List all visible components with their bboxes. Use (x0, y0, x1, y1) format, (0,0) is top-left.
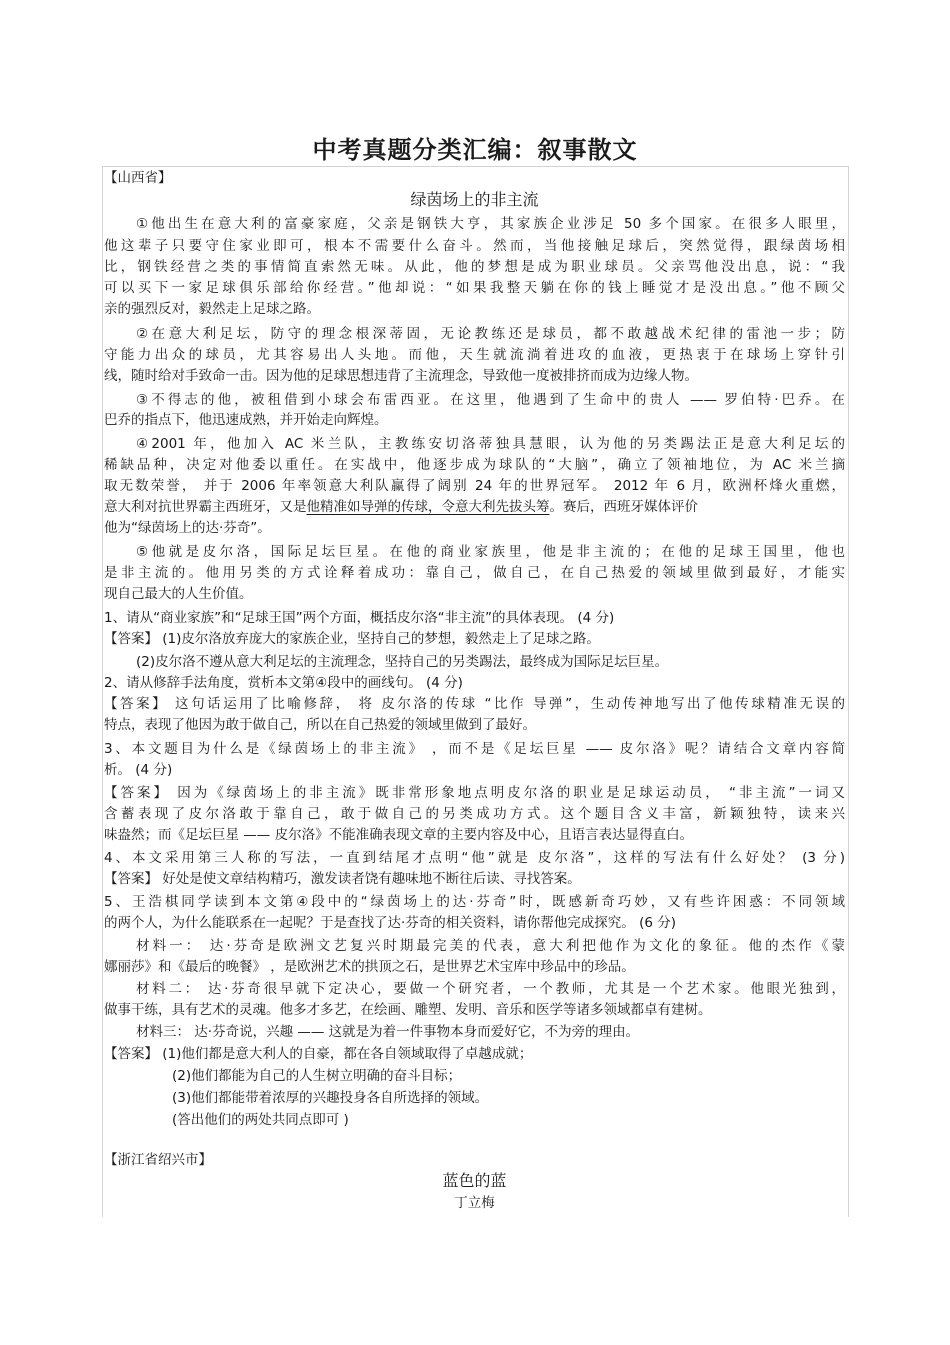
question-line: 的两个人，为什么能联系在一起呢？于是查找了达·芬奇的相关资料，请你帮他完成探究。 (6 分) (104, 915, 676, 931)
paragraph-line: ⑤他就是皮尔洛，国际足坛巨星。在他的商业家族里，他是非主流的；在他的足球王国里，他也 (136, 544, 845, 560)
paragraph-line: ①他出生在意大利的富豪家庭，父亲是钢铁大亨，其家族企业涉足 50 多个国家。在很多人眼里， (136, 216, 845, 232)
question-line: 析。 (4 分) (104, 762, 173, 778)
underlined-sentence: 他精准如导弹的传球，令意大利先拔头筹 (306, 499, 550, 515)
question-line: 5、王浩棋同学读到本文第④段中的“绿茵场上的达·芬奇”时，既感新奇巧妙，又有些许困惑：不同领域 (104, 894, 845, 910)
paragraph-line: 亲的强烈反对，毅然走上足球之路。 (104, 301, 320, 317)
paragraph-line: ②在意大利足坛，防守的理念根深蒂固，无论教练还是球员，都不敢越战术纪律的雷池一步；防 (136, 326, 845, 342)
answer-line: 特点，表现了他因为敢于做自己，所以在自己热爱的领域里做到了最好。 (104, 717, 536, 733)
answer-line: 【答案】 (1)他们都是意大利人的自豪，都在各自领域取得了卓越成就； (104, 1046, 533, 1062)
question-line: 1、请从“商业家族”和“足球王国”两个方面，概括皮尔洛“非主流”的具体表现。 (4 分) (104, 610, 615, 626)
answer-line: 【答案】 这句话运用了比喻修辞， 将 皮尔洛的传球 “比作 导弹”，生动传神地写出了他传球精准无误的 (104, 696, 845, 712)
answer-line: 【答案】 因为《绿茵场上的非主流》既非常形象地点明皮尔洛的职业是足球运动员， “非主流”一词又 (104, 785, 845, 801)
essay-title: 绿茵场上的非主流 (410, 190, 539, 209)
paragraph-line: 可以买下一家足球俱乐部给你经营。”他却说：“如果我整天躺在你的钱上睡觉才是没出息。”他不顾父 (104, 280, 845, 296)
material-line: 做事干练，具有艺术的灵魂。他多才多艺，在绘画、雕塑、发明、音乐和医学等诸多领域都卓有建树。 (104, 1002, 712, 1018)
paragraph-line: 守能力出众的球员，尤其容易出人头地。而他，天生就流淌着进攻的血液，更热衷于在球场上穿针引 (104, 347, 845, 363)
essay-author: 丁立梅 (454, 1195, 495, 1211)
essay-title: 蓝色的蓝 (442, 1171, 507, 1190)
answer-line: (2)皮尔洛不遵从意大利足坛的主流理念，坚持自己的另类踢法，最终成为国际足坛巨星。 (136, 654, 669, 670)
answer-line: 味盎然；而《足坛巨星 —— 皮尔洛》不能准确表现文章的主要内容及中心，且语言表达显得直白。 (104, 827, 694, 843)
answer-line: 【答案】 好处是使文章结构精巧，激发读者饶有趣味地不断往后读、寻找答案。 (104, 871, 581, 887)
paragraph-line: ④2001 年，他加入 AC 米兰队，主教练安切洛蒂独具慧眼，认为他的另类踢法正是意大利足坛的 (136, 436, 845, 452)
material-line: 娜丽莎》和《最后的晚餐》 ，是欧洲艺术的拱顶之石，是世界艺术宝库中珍品中的珍品。 (104, 959, 635, 975)
question-line: 4、本文采用第三人称的写法，一直到结尾才点明“他”就是 皮尔洛”，这样的写法有什么好处？ (3 分) (104, 850, 845, 866)
question-line: 2、请从修辞手法角度，赏析本文第④段中的画线句。 (4 分) (104, 675, 463, 691)
answer-line: 【答案】 (1)皮尔洛放弃庞大的家族企业，坚持自己的梦想，毅然走上了足球之路。 (104, 631, 600, 647)
paragraph-line: 线，随时给对手致命一击。因为他的足球思想违背了主流理念，导致他一度被排挤而成为边缘人物。 (104, 368, 698, 384)
region-label: 【浙江省绍兴市】 (104, 1152, 212, 1168)
answer-line: (3)他们都能带着浓厚的兴趣投身各自所选择的领域。 (172, 1090, 489, 1106)
page-title: 中考真题分类汇编：叙事散文 (312, 136, 638, 164)
answer-line: 含蓄表现了皮尔洛敢于靠自己，敢于做自己的另类成功方式。这个题目含义丰富，新颖独特，读来兴 (104, 806, 845, 822)
paragraph-line: 他这辈子只要守住家业即可，根本不需要什么奋斗。然而，当他接触足球后，突然觉得，跟绿茵场相 (104, 238, 845, 254)
paragraph-line: 是非主流的。他用另类的方式诠释着成功：靠自己，做自己，在自己热爱的领域里做到最好，才能实 (104, 565, 845, 581)
paragraph-line: 比，钢铁经营之类的事情简直索然无味。从此，他的梦想是成为职业球员。父亲骂他没出息，说：“我 (104, 259, 845, 275)
material-line: 材料二： 达·芬奇很早就下定决心，要做一个研究者，一个教师，尤其是一个艺术家。他眼光独到， (136, 981, 845, 997)
paragraph-line: ③不得志的他，被租借到小球会布雷西亚。在这里，他遇到了生命中的贵人 —— 罗伯特·巴乔。在 (136, 392, 845, 408)
paragraph-line: 巴乔的指点下，他迅速成熟，并开始走向辉煌。 (104, 412, 388, 428)
sentence-part: 。赛后，西班牙媒体评价 (549, 499, 698, 515)
material-line: 材料一： 达·芬奇是欧洲文艺复兴时期最完美的代表，意大利把他作为文化的象征。他的杰作《蒙 (136, 938, 845, 954)
question-line: 3、本文题目为什么是《绿茵场上的非主流》 ，而不是《足坛巨星 —— 皮尔洛》呢？请结合文章内容简 (104, 741, 845, 757)
paragraph-line: 他为“绿茵场上的达·芬奇”。 (104, 520, 271, 536)
material-line: 材料三： 达·芬奇说，兴趣 —— 这就是为着一件事物本身而爱好它，不为旁的理由。 (136, 1024, 640, 1040)
paragraph-line: 现自己最大的人生价值。 (104, 586, 253, 602)
answer-line: (答出他们的两处共同点即可 ) (172, 1112, 349, 1128)
paragraph-line (104, 497, 845, 517)
paragraph-line: 稀缺品种，决定对他委以重任。在实战中，他逐步成为球队的“大脑”，确立了领袖地位，为 AC 米兰摘 (104, 457, 845, 473)
paragraph-line: 取无数荣誉， 并于 2006 年率领意大利队赢得了阔别 24 年的世界冠军。 2012 年 6 月，欧洲杯烽火重燃， (104, 478, 845, 494)
sentence-part: 意大利对抗世界霸主西班牙，又是 (104, 499, 307, 515)
answer-line: (2)他们都能为自己的人生树立明确的奋斗目标； (172, 1068, 462, 1084)
region-label: 【山西省】 (104, 170, 172, 186)
